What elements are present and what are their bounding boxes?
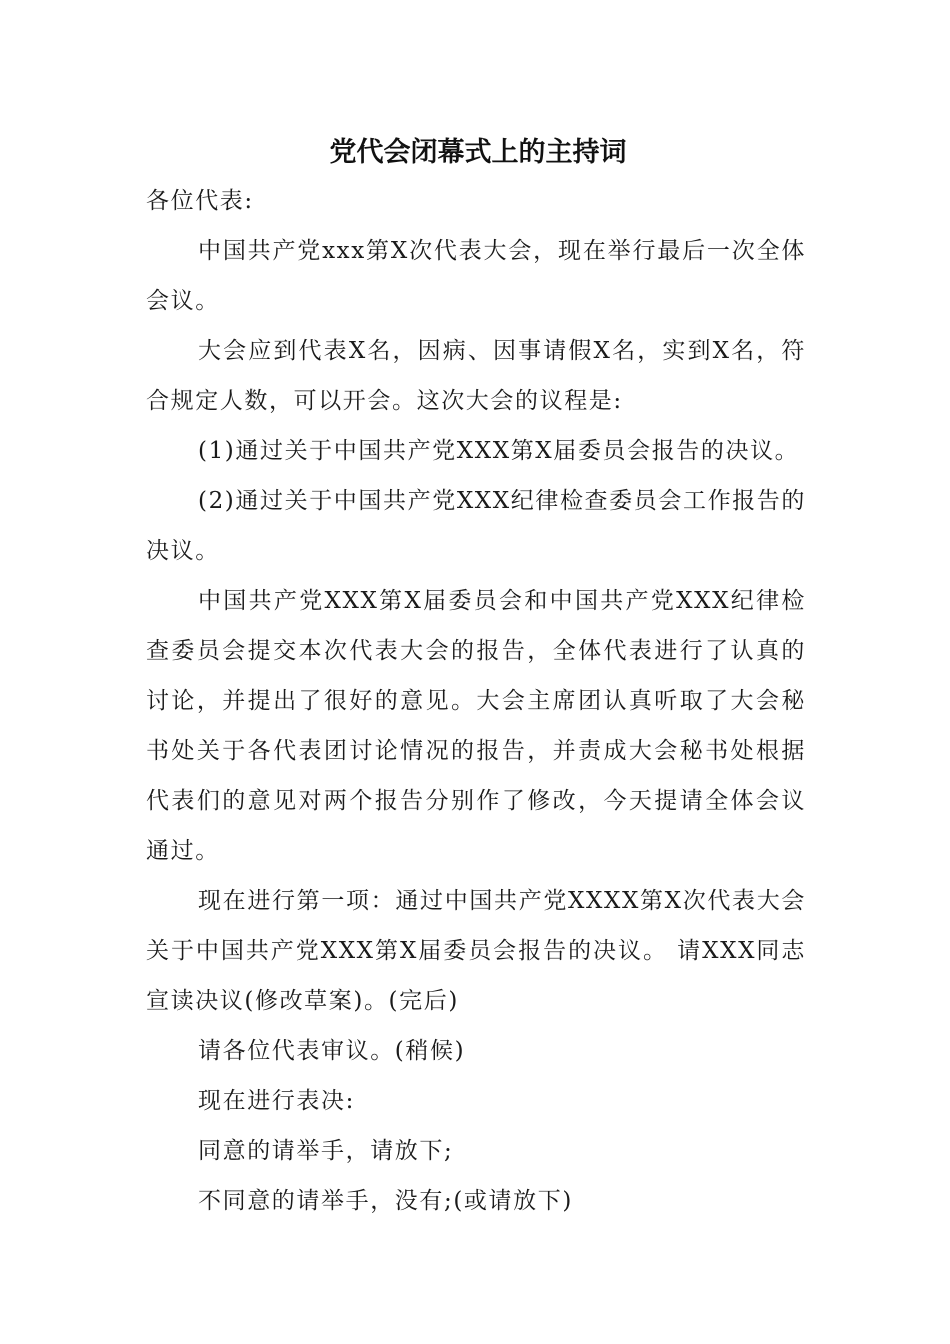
salutation: 各位代表: (146, 188, 254, 214)
agenda-item-1: (1)通过关于中国共产党XXX第X届委员会报告的决议。 (198, 438, 800, 464)
paragraph-opening: 中国共产党xxx第X次代表大会，现在举行最后一次全体会议。 (146, 238, 806, 314)
paragraph-attendance: 大会应到代表X名，因病、因事请假X名，实到X名，符合规定人数，可以开会。这次大会的议程是: (146, 338, 806, 414)
paragraph-agree: 同意的请举手，请放下; (198, 1138, 454, 1164)
agenda-item-2: (2)通过关于中国共产党XXX纪律检查委员会工作报告的决议。 (146, 488, 806, 564)
paragraph-disagree: 不同意的请举手，没有;(或请放下) (198, 1188, 573, 1214)
document-title: 党代会闭幕式上的主持词 (329, 137, 627, 168)
paragraph-review: 请各位代表审议。(稍候) (198, 1038, 466, 1064)
paragraph-vote: 现在进行表决: (198, 1088, 355, 1114)
paragraph-first-item: 现在进行第一项：通过中国共产党XXXX第X次代表大会关于中国共产党XXX第X届委员会报告的决议。 请XXX同志宣读决议(修改草案)。(完后) (146, 888, 806, 1014)
document-body (146, 130, 806, 1226)
paragraph-reports: 中国共产党XXX第X届委员会和中国共产党XXX纪律检查委员会提交本次代表大会的报告，全体代表进行了认真的讨论，并提出了很好的意见。大会主席团认真听取了大会秘书处关于各代表团讨论情况的报告，并责成大会秘书处根据代表们的意见对两个报告分别作了修改，今天提请全体会议通过。 (146, 588, 806, 864)
